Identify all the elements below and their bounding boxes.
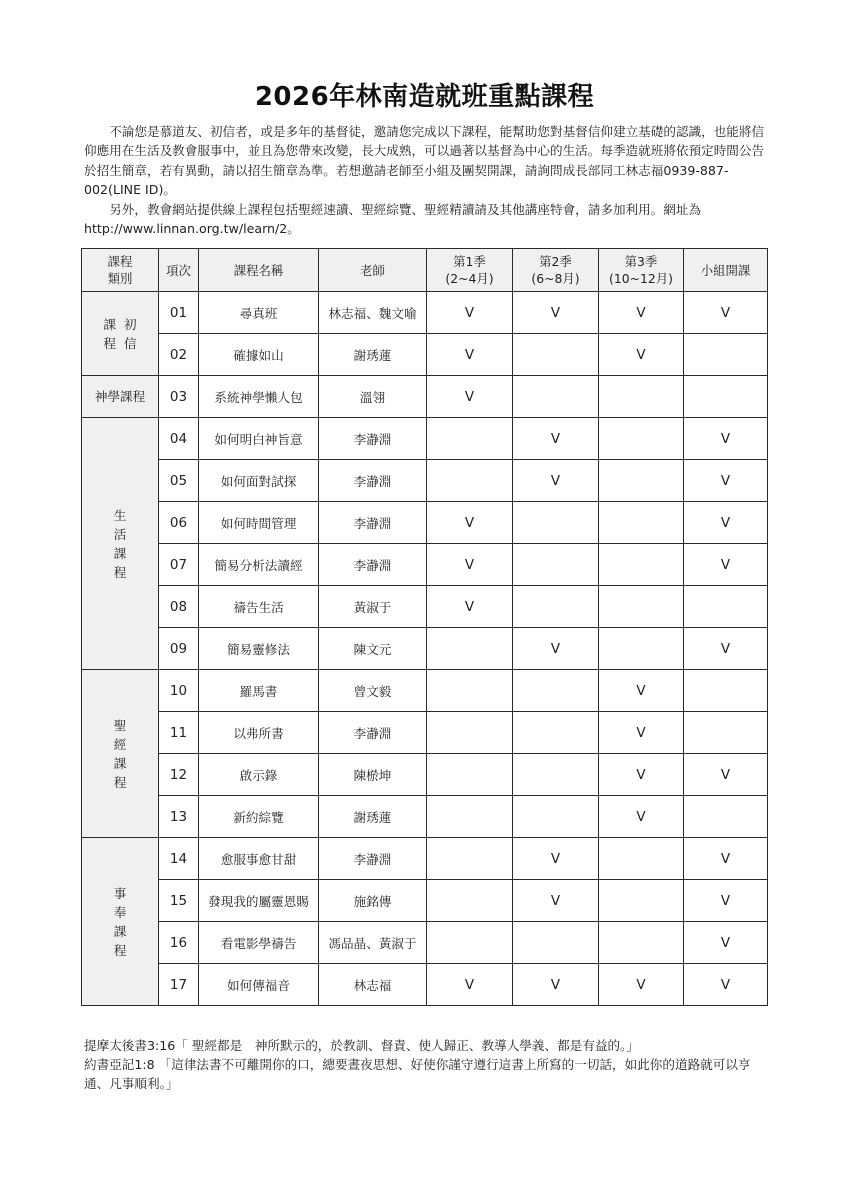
season-3-mark [599,544,684,586]
season-3-mark [599,376,684,418]
season-2-mark [513,544,599,586]
item-number: 01 [159,292,199,334]
season-1-mark: V [427,376,513,418]
header-season-3 [599,249,684,292]
teacher-name: 馮品晶、黃淑于 [319,922,427,964]
group-class-mark [684,796,768,838]
item-number: 17 [159,964,199,1006]
category-char: 活 [113,526,127,542]
table-row [82,754,768,796]
course-name: 如何面對試探 [199,460,319,502]
course-name: 以弗所書 [199,712,319,754]
course-name: 尋真班 [199,292,319,334]
page-title: 2026年林南造就班重點課程 [254,82,595,112]
category-char: 程 [103,335,116,351]
group-class-mark [684,334,768,376]
header-season-months: (2~4月) [445,271,494,286]
season-2-mark [513,922,599,964]
season-1-mark: V [427,964,513,1006]
table-row [82,586,768,628]
course-name: 如何時間管理 [199,502,319,544]
season-2-mark: V [513,838,599,880]
season-1-mark [427,628,513,670]
item-number: 02 [159,334,199,376]
group-class-mark [684,670,768,712]
season-1-mark [427,670,513,712]
category-label [82,506,158,582]
category-column [103,315,116,353]
category-label [82,884,158,960]
table-row [82,838,768,880]
season-1-mark [427,838,513,880]
season-1-mark [427,754,513,796]
item-number: 16 [159,922,199,964]
teacher-name: 林志福 [319,964,427,1006]
category-cell-c5 [82,838,159,1006]
table-row [82,292,768,334]
season-2-mark: V [513,880,599,922]
category-char: 程 [113,942,127,958]
course-name: 啟示錄 [199,754,319,796]
season-3-mark: V [599,292,684,334]
teacher-name: 施銘傳 [319,880,427,922]
category-char: 課 [113,755,127,771]
group-class-mark: V [684,292,768,334]
header-season-label: 第2季 [539,254,572,269]
item-number: 12 [159,754,199,796]
item-number: 07 [159,544,199,586]
teacher-name: 陳文元 [319,628,427,670]
teacher-name: 溫翎 [319,376,427,418]
teacher-name: 李瀞淵 [319,712,427,754]
header-teacher: 老師 [319,249,427,292]
category-char: 事 [113,885,127,901]
item-number: 05 [159,460,199,502]
teacher-name: 李瀞淵 [319,544,427,586]
header-category [82,249,159,292]
category-char: 程 [113,564,127,580]
season-1-mark [427,712,513,754]
table-row [82,376,768,418]
season-2-mark [513,754,599,796]
category-char: 經 [113,736,127,752]
header-category-line: 類別 [107,271,133,286]
season-3-mark: V [599,712,684,754]
header-course-name: 課程名稱 [199,249,319,292]
course-name: 羅馬書 [199,670,319,712]
season-3-mark [599,502,684,544]
teacher-name: 謝琇蓮 [319,334,427,376]
category-char: 課 [103,316,116,332]
teacher-name: 陳棜坤 [319,754,427,796]
course-name: 如何明白神旨意 [199,418,319,460]
header-season-2 [513,249,599,292]
season-2-mark [513,502,599,544]
season-3-mark [599,418,684,460]
category-column [124,315,137,353]
item-number: 06 [159,502,199,544]
group-class-mark [684,712,768,754]
table-row [82,502,768,544]
group-class-mark: V [684,544,768,586]
table-row [82,712,768,754]
table-row [82,544,768,586]
season-1-mark [427,418,513,460]
season-1-mark [427,460,513,502]
group-class-mark: V [684,922,768,964]
season-3-mark [599,460,684,502]
season-2-mark [513,586,599,628]
season-3-mark [599,880,684,922]
course-name: 禱告生活 [199,586,319,628]
table-row [82,964,768,1006]
teacher-name: 黃淑于 [319,586,427,628]
season-2-mark [513,334,599,376]
season-1-mark: V [427,292,513,334]
season-3-mark [599,586,684,628]
group-class-mark [684,376,768,418]
teacher-name: 謝琇蓮 [319,796,427,838]
header-season-months: (10~12月) [609,271,673,286]
season-3-mark: V [599,964,684,1006]
bible-verse: 提摩太後書3:16「 聖經都是 神所默示的，於教訓、督責、使人歸正、教導人學義、都是有益的。」 [84,1038,639,1053]
category-label [103,315,136,353]
header-season-label: 第3季 [624,254,658,269]
table-row [82,628,768,670]
course-name: 發現我的屬靈恩賜 [199,880,319,922]
item-number: 13 [159,796,199,838]
table-row [82,922,768,964]
group-class-mark: V [684,838,768,880]
category-cell-c1 [82,292,159,376]
item-number: 10 [159,670,199,712]
season-2-mark: V [513,964,599,1006]
group-class-mark [684,586,768,628]
teacher-name: 李瀞淵 [319,418,427,460]
header-group-class: 小組開課 [684,249,768,292]
item-number: 03 [159,376,199,418]
header-season-label: 第1季 [453,254,486,269]
course-name: 愈服事愈甘甜 [199,838,319,880]
season-2-mark [513,376,599,418]
season-2-mark: V [513,628,599,670]
table-row [82,418,768,460]
season-1-mark: V [427,334,513,376]
group-class-mark: V [684,460,768,502]
season-2-mark [513,712,599,754]
bible-verse: 約書亞記1:8 「這律法書不可離開你的口，總要晝夜思想、好使你謹守遵行這書上所寫的一切話，如此你的道路就可以亨通、凡事順利。」 [84,1057,751,1091]
table-row [82,796,768,838]
header-item: 項次 [159,249,199,292]
category-label [82,716,158,792]
teacher-name: 李瀞淵 [319,460,427,502]
course-name: 簡易分析法讀經 [199,544,319,586]
header-category-line: 課程 [107,254,133,269]
intro-paragraph: 不論您是慕道友、初信者，或是多年的基督徒，邀請您完成以下課程，能幫助您對基督信仰建立基礎的認識，也能將信仰應用在生活及教會服事中，並且為您帶來改變，長大成熟，可以過著以基督為中心的生活。每季造就班將依預定時間公告於招生簡章，若有異動，請以招生簡章為準。若想邀請老師至小組及團契開課，請詢問成長部同工林志福0939-887-002(LINE ID)。 [84,124,765,198]
course-name: 系統神學懶人包 [199,376,319,418]
season-1-mark [427,796,513,838]
season-2-mark: V [513,418,599,460]
table-row [82,334,768,376]
item-number: 09 [159,628,199,670]
season-3-mark: V [599,796,684,838]
season-3-mark [599,628,684,670]
category-char: 程 [113,774,127,790]
course-schedule-table [81,248,768,1006]
season-2-mark: V [513,292,599,334]
group-class-mark: V [684,502,768,544]
category-cell-c2: 神學課程 [82,376,159,418]
footer-verses [84,1036,774,1093]
season-1-mark [427,880,513,922]
course-name: 確據如山 [199,334,319,376]
season-3-mark [599,838,684,880]
course-name: 如何傳福音 [199,964,319,1006]
teacher-name: 林志福、魏文喻 [319,292,427,334]
category-char: 課 [113,923,127,939]
group-class-mark: V [684,964,768,1006]
category-cell-c3 [82,418,159,670]
season-1-mark: V [427,586,513,628]
table-row [82,460,768,502]
header-season-months: (6~8月) [531,271,580,286]
group-class-mark: V [684,880,768,922]
season-1-mark: V [427,502,513,544]
category-char: 初 [124,316,137,332]
item-number: 04 [159,418,199,460]
intro-paragraph: 另外，教會網站提供線上課程包括聖經速讀、聖經綜覽、聖經精讀請及其他講座特會，請多加利用。網址為http://www.linnan.org.tw/learn/2。 [84,201,702,237]
course-name: 新約綜覽 [199,796,319,838]
intro-text [84,122,768,238]
season-2-mark [513,796,599,838]
teacher-name: 李瀞淵 [319,502,427,544]
header-season-1 [427,249,513,292]
season-3-mark [599,922,684,964]
season-1-mark: V [427,544,513,586]
group-class-mark: V [684,418,768,460]
category-char: 課 [113,545,127,561]
group-class-mark: V [684,628,768,670]
category-char: 聖 [113,717,127,733]
item-number: 11 [159,712,199,754]
season-2-mark [513,670,599,712]
item-number: 14 [159,838,199,880]
course-name: 簡易靈修法 [199,628,319,670]
group-class-mark: V [684,754,768,796]
season-3-mark: V [599,670,684,712]
course-name: 看電影學禱告 [199,922,319,964]
table-row [82,670,768,712]
category-char: 信 [124,335,137,351]
item-number: 15 [159,880,199,922]
teacher-name: 李瀞淵 [319,838,427,880]
teacher-name: 曾文毅 [319,670,427,712]
category-char: 奉 [113,904,127,920]
category-char: 生 [113,507,127,523]
category-cell-c4 [82,670,159,838]
season-3-mark: V [599,334,684,376]
item-number: 08 [159,586,199,628]
table-header-row [82,249,768,292]
season-3-mark: V [599,754,684,796]
season-2-mark: V [513,460,599,502]
season-1-mark [427,922,513,964]
table-row [82,880,768,922]
